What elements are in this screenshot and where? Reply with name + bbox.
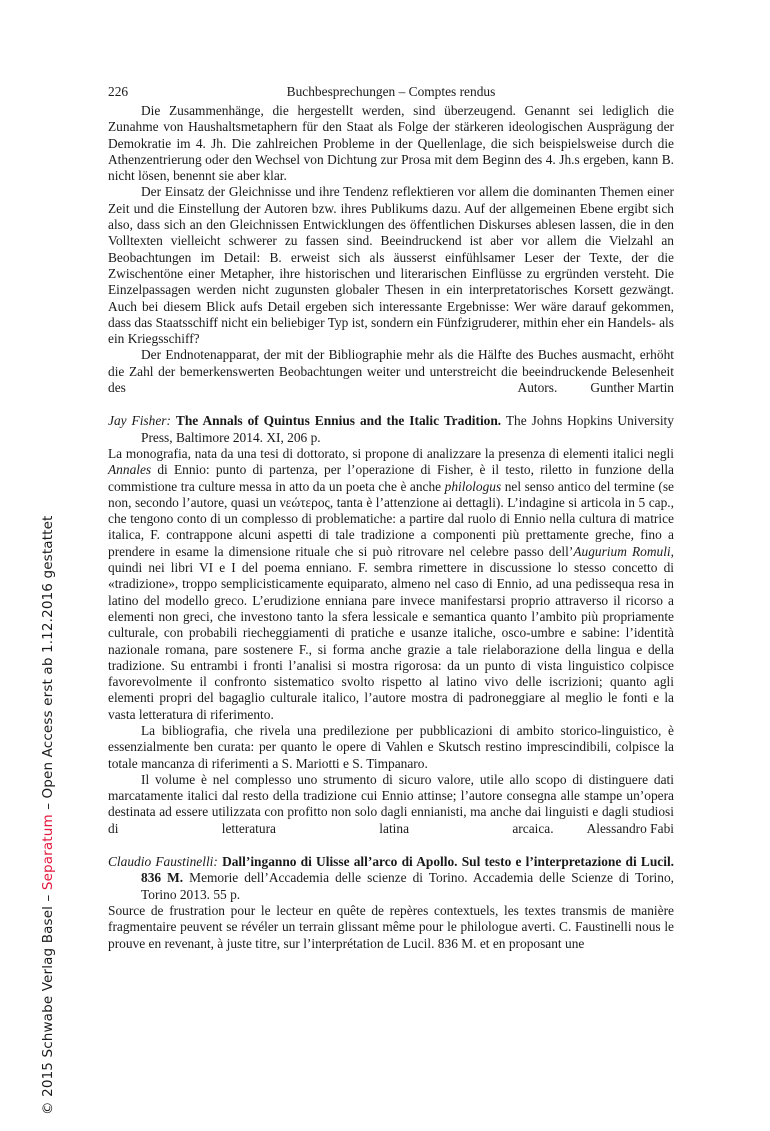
page-number: 226 — [108, 84, 129, 99]
publication-info: Memorie dell’Accademia delle scienze di Torino. Accademia delle Scienze di Torino, Torino 2013. 55 p. — [141, 870, 674, 902]
italic-term: philologus — [444, 478, 502, 494]
reviewer-signature: Alessandro Fabi — [586, 820, 674, 836]
paragraph — [108, 446, 674, 723]
paragraph — [108, 772, 674, 837]
separatum-label: Separatum — [40, 814, 56, 891]
open-access-note: – Open Access erst ab 1.12.2016 gestattet — [40, 515, 56, 815]
review-continued — [108, 103, 674, 396]
italic-title: Annales — [108, 462, 152, 478]
running-head-title: Buchbesprechungen – Comptes rendus — [286, 84, 496, 99]
book-title: Dall’inganno di Ulisse all’arco di Apollo. Sul testo e l’interpretazione di Lucil. 836 M. — [141, 854, 675, 886]
copyright-sidebar — [40, 515, 56, 1115]
book-citation — [108, 854, 674, 903]
book-title: The Annals of Quintus Ennius and the Italic Tradition. — [175, 413, 502, 429]
page-body — [108, 84, 674, 952]
paragraph: Source de frustration pour le lecteur en quête de repères contextuels, les textes transmis de manière fragmentaire peuvent se révéler un terrain glissant même pour le philologue averti. C. Faustinelli nous le prouve en revenant, à juste titre, sur l’interprétation de Lucil. 836 M. et en proposant une — [108, 902, 674, 951]
paragraph: Die Zusammenhänge, die hergestellt werden, sind überzeugend. Genannt sei lediglich die Zunahme von Haushaltsmetaphern für den Staat als Folge der stärkeren ideologischen Ausprägung der Demokratie im 4. Jh. Die zahlreichen Probleme in der Quellenlage, die sich beispielsweise durch die Athenzentrierung oder den Wechsel von Dichtung zur Prosa mit dem Beginn des 4. Jh.s ergeben, kann B. nicht lösen, benennt sie aber klar. — [108, 103, 674, 184]
review-entry-faustinelli — [108, 854, 674, 952]
paragraph-text: Il volume è nel complesso uno strumento di sicuro valore, utile allo scopo di distinguere dati marcatamente italici dal resto della tradizione cui Ennio attinse; l’autore consegna alle stampe un’opera destinata ad essere utilizzata con profitto non solo dagli ennianisti, ma anche dai linguisti e dagli studiosi di letteratura latina arcaica. — [108, 771, 674, 836]
review-entry-fisher — [108, 413, 674, 837]
book-citation — [108, 413, 674, 446]
paragraph: Der Einsatz der Gleichnisse und ihre Tendenz reflektieren vor allem die dominanten Themen einer Zeit und die Einstellung der Autoren bzw. ihres Publikums dazu. Auf der allgemeinen Ebene ergibt sich also, dass sich an den Gleichnissen Entwicklungen des öffentlichen Diskurses ablesen lassen, die in den Volltexten vielleicht schwerer zu fassen sind. Beeindruckend ist aber vor allem die Vielzahl an Beobachtungen im Detail: B. erweist sich als äusserst einfühlsamer Leser der Texte, der die Zwischentöne einer Metapher, ihre historischen und literarischen Einflüsse zu ergründen versteht. Die Einzelpassagen werden nicht zugunsten globaler Thesen in ein interpretatorisches Korsett gezwängt. Auch bei diesem Blick aufs Detail ergeben sich interessante Ergebnisse: Wer wäre darauf gekommen, dass das Staatsschiff nicht ein beliebiger Typ ist, sondern ein Fünfzigruderer, mithin eher ein Handels- als ein Kriegsschiff? — [108, 184, 674, 347]
paragraph-text: Der Endnotenapparat, der mit der Bibliographie mehr als die Hälfte des Buches ausmacht, erhöht die Zahl der bemerkenswerten Beobachtungen weiter und unterstreicht die beeindruckende Belesenheit des Autors. — [108, 347, 674, 396]
book-author: Claudio Faustinelli: — [108, 854, 218, 870]
italic-title: Augurium Romuli — [573, 543, 671, 559]
book-author: Jay Fisher: — [108, 413, 171, 429]
text-run: di Ennio: punto di partenza, per l’operazione di Fisher, è il testo, riletto in funzione della commistione tra culture messa in atto da un poeta che è anche — [108, 462, 674, 494]
text-run: , quindi nei libri VI e I del poema enniano. F. sembra rimettere in discussione lo stesso concetto di «tradizione», troppo semplicisticamente equiparato, almeno nel caso di Ennio, ad una pedissequa resa in latino del modello greco. L’erudizione enniana pare invece manifestarsi proprio attraverso il ricorso a elementi non greci, che investono tanto la sfera lessicale e semantica quanto l’ambito più propriamente culturale, con probabili riecheggiamenti di pratiche e usanze italiche, osco-umbre e sabine: l’identità nazionale romana, pare sostenere F., si forma anche grazie a tale rielaborazione della lingua e della tradizione. Su entrambi i fronti l’analisi si mostra rigorosa: da un punto di vista linguistico colpisce favorevolmente il confronto sistematico svolto rispetto al latino vivo delle iscrizioni; quanto agli elementi propri del bagaglio culturale italico, l’autore mostra di padroneggiare al meglio le fonti e la vasta letteratura di riferimento. — [108, 543, 675, 722]
paragraph: La bibliografia, che rivela una predilezione per pubblicazioni di ambito storico-linguistico, è essenzialmente ben curata: per quanto le opere di Vahlen e Skutsch restino imprescindibili, colpisce la totale mancanza di riferimenti a S. Mariotti e S. Timpanaro. — [108, 722, 674, 771]
paragraph — [108, 347, 674, 396]
text-run: nel senso antico del termine (se non, secondo l’autore, quasi un νεώτερος, tanta è l’attenzione ai dettagli). L’indagine si articola in 5 cap., che tengono conto di un complesso di problematiche: a partire dal ruolo di Ennio nella cultura di matrice italica, F. contrappone alcuni aspetti di tale tradizione a componenti più prettamente greche, fino a prendere in esame la dimensione rituale che si può ritrovare nel celebre passo dell’ — [108, 478, 674, 559]
running-head — [108, 84, 674, 102]
text-run: La monografia, nata da una tesi di dottorato, si propone di analizzare la presenza di elementi italici negli — [108, 445, 674, 461]
publication-info: The Johns Hopkins University Press, Baltimore 2014. XI, 206 p. — [141, 413, 674, 445]
copyright-prefix: © 2015 Schwabe Verlag Basel – — [40, 890, 56, 1115]
reviewer-signature: Gunther Martin — [590, 380, 674, 396]
